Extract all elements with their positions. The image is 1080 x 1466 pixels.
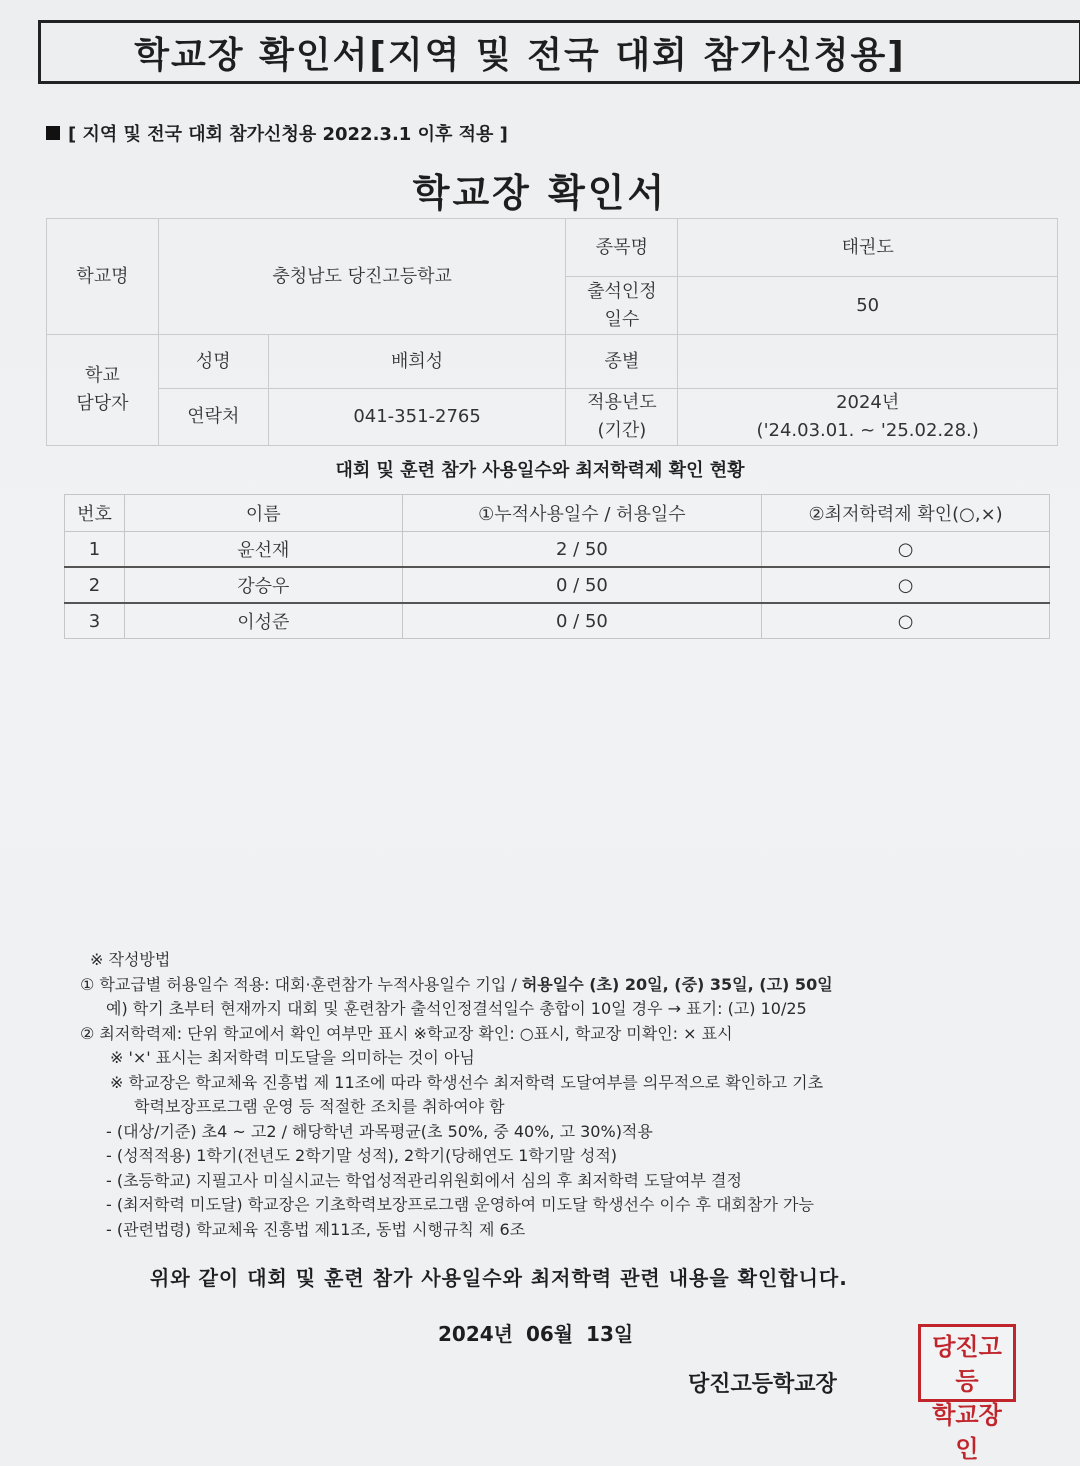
participants-header-row bbox=[65, 495, 1050, 532]
seal-line-1: 당진고등 bbox=[932, 1333, 1002, 1395]
detail-related-law: - (관련법령) 학교체육 진흥법 제11조, 동법 시행규칙 제 6조 bbox=[106, 1219, 526, 1239]
row-days: 0 / 50 bbox=[402, 603, 762, 639]
instruction-1-example: 예) 학기 초부터 현재까지 대회 및 훈련참가 출석인정결석일수 총합이 10일 경우 → 표기: (고) 10/25 bbox=[106, 999, 807, 1018]
instruction-2: ② 최저학력제: 단위 학교에서 확인 여부만 표시 ※학교장 확인: ○표시, 학교장 미확인: × 표시 bbox=[80, 1023, 733, 1043]
detail-not-reached: - (최저학력 미도달) 학교장은 기초학력보장프로그램 운영하여 미도달 학생선수 이수 후 대회참가 가능 bbox=[106, 1195, 814, 1214]
writing-instructions bbox=[80, 948, 980, 1242]
school-name-value: 충청남도 당진고등학교 bbox=[158, 219, 566, 335]
detail-elementary: - (초등학교) 지필고사 미실시교는 학업성적관리위원회에서 심의 후 최저학력 도달여부 결정 bbox=[106, 1170, 742, 1190]
school-manager-label bbox=[47, 335, 159, 446]
applicability-notice bbox=[46, 120, 508, 146]
seal-line-2: 학교장인 bbox=[932, 1401, 1002, 1463]
header-cumulative-days: ①누적사용일수 / 허용일수 bbox=[402, 495, 762, 532]
table-row bbox=[65, 603, 1050, 639]
principal-seal-stamp bbox=[918, 1324, 1016, 1463]
sport-value: 태권도 bbox=[678, 219, 1058, 277]
row-check: ○ bbox=[762, 567, 1050, 603]
school-manager-label-line1: 학교 bbox=[85, 365, 120, 386]
instructions-heading: ※ 작성방법 bbox=[90, 950, 171, 969]
detail-target: - (대상/기준) 초4 ~ 고2 / 해당학년 과목평균(초 50%, 중 40%, 고 30%)적용 bbox=[106, 1121, 653, 1141]
row-number: 2 bbox=[65, 567, 125, 603]
attendance-days-label-line1: 출석인정 bbox=[587, 280, 657, 302]
row-name: 이성준 bbox=[124, 603, 402, 639]
instruction-2-note-b-cont: 학력보장프로그램 운영 등 적절한 조치를 취하여야 함 bbox=[134, 1097, 505, 1116]
participants-table bbox=[64, 494, 1050, 639]
manager-name-value: 배희성 bbox=[268, 335, 566, 389]
table-row bbox=[65, 532, 1050, 568]
school-info-table bbox=[46, 218, 1058, 446]
header-name: 이름 bbox=[124, 495, 402, 532]
applicable-year-label-line2: (기간) bbox=[597, 420, 647, 441]
table-row bbox=[65, 567, 1050, 603]
applicable-year-label bbox=[566, 389, 678, 446]
school-name-label: 학교명 bbox=[47, 219, 159, 335]
document-header-box bbox=[38, 20, 1080, 84]
applicable-year-value-line2: ('24.03.01. ~ '25.02.28.) bbox=[756, 420, 979, 441]
applicable-year-value-line1: 2024년 bbox=[836, 392, 900, 413]
document-header-title: 학교장 확인서[지역 및 전국 대회 참가신청용] bbox=[134, 34, 906, 76]
school-manager-label-line2: 담당자 bbox=[76, 393, 129, 414]
applicable-year-value bbox=[678, 389, 1058, 446]
instruction-1 bbox=[80, 973, 980, 998]
event-category-value bbox=[678, 335, 1058, 389]
attendance-days-label-line2: 일수 bbox=[604, 308, 640, 330]
instruction-2-note-a: ※ '×' 표시는 최저학력 미도달을 의미하는 것이 아님 bbox=[110, 1048, 475, 1067]
row-name: 강승우 bbox=[124, 567, 402, 603]
contact-label: 연락처 bbox=[158, 389, 268, 446]
issue-date: 2024년 06월 13일 bbox=[438, 1322, 634, 1346]
row-number: 1 bbox=[65, 532, 125, 568]
event-category-label: 종별 bbox=[566, 335, 678, 389]
document-title: 학교장 확인서 bbox=[412, 171, 668, 215]
instruction-2-note-b: ※ 학교장은 학교체육 진흥법 제 11조에 따라 학생선수 최저학력 도달여부를 의무적으로 확인하고 기초 bbox=[110, 1072, 824, 1092]
confirmation-statement: 위와 같이 대회 및 훈련 참가 사용일수와 최저학력 관련 내용을 확인합니다. bbox=[150, 1266, 848, 1290]
row-number: 3 bbox=[65, 603, 125, 639]
header-min-academic-check: ②최저학력제 확인(○,×) bbox=[762, 495, 1050, 532]
header-number: 번호 bbox=[65, 495, 125, 532]
instruction-1-allowed-days: 허용일수 (초) 20일, (중) 35일, (고) 50일 bbox=[521, 974, 833, 994]
attendance-days-value: 50 bbox=[678, 277, 1058, 335]
instruction-1-text: ① 학교급별 허용일수 적용: 대회·훈련참가 누적사용일수 기입 / bbox=[80, 974, 522, 994]
row-check: ○ bbox=[762, 603, 1050, 639]
contact-value: 041-351-2765 bbox=[268, 389, 566, 446]
row-check: ○ bbox=[762, 532, 1050, 568]
manager-name-label: 성명 bbox=[158, 335, 268, 389]
principal-signature: 당진고등학교장 bbox=[688, 1372, 837, 1397]
sport-label: 종목명 bbox=[566, 219, 678, 277]
detail-grades: - (성적적용) 1학기(전년도 2학기말 성적), 2학기(당해연도 1학기말 성적) bbox=[106, 1146, 618, 1165]
row-name: 윤선재 bbox=[124, 532, 402, 568]
attendance-days-label bbox=[566, 277, 678, 335]
applicable-year-label-line1: 적용년도 bbox=[587, 392, 657, 413]
applicability-notice-text: [ 지역 및 전국 대회 참가신청용 2022.3.1 이후 적용 ] bbox=[68, 124, 508, 145]
row-days: 0 / 50 bbox=[402, 567, 762, 603]
row-days: 2 / 50 bbox=[402, 532, 762, 568]
status-section-title: 대회 및 훈련 참가 사용일수와 최저학력제 확인 현황 bbox=[335, 460, 745, 481]
square-bullet-icon bbox=[46, 126, 60, 140]
